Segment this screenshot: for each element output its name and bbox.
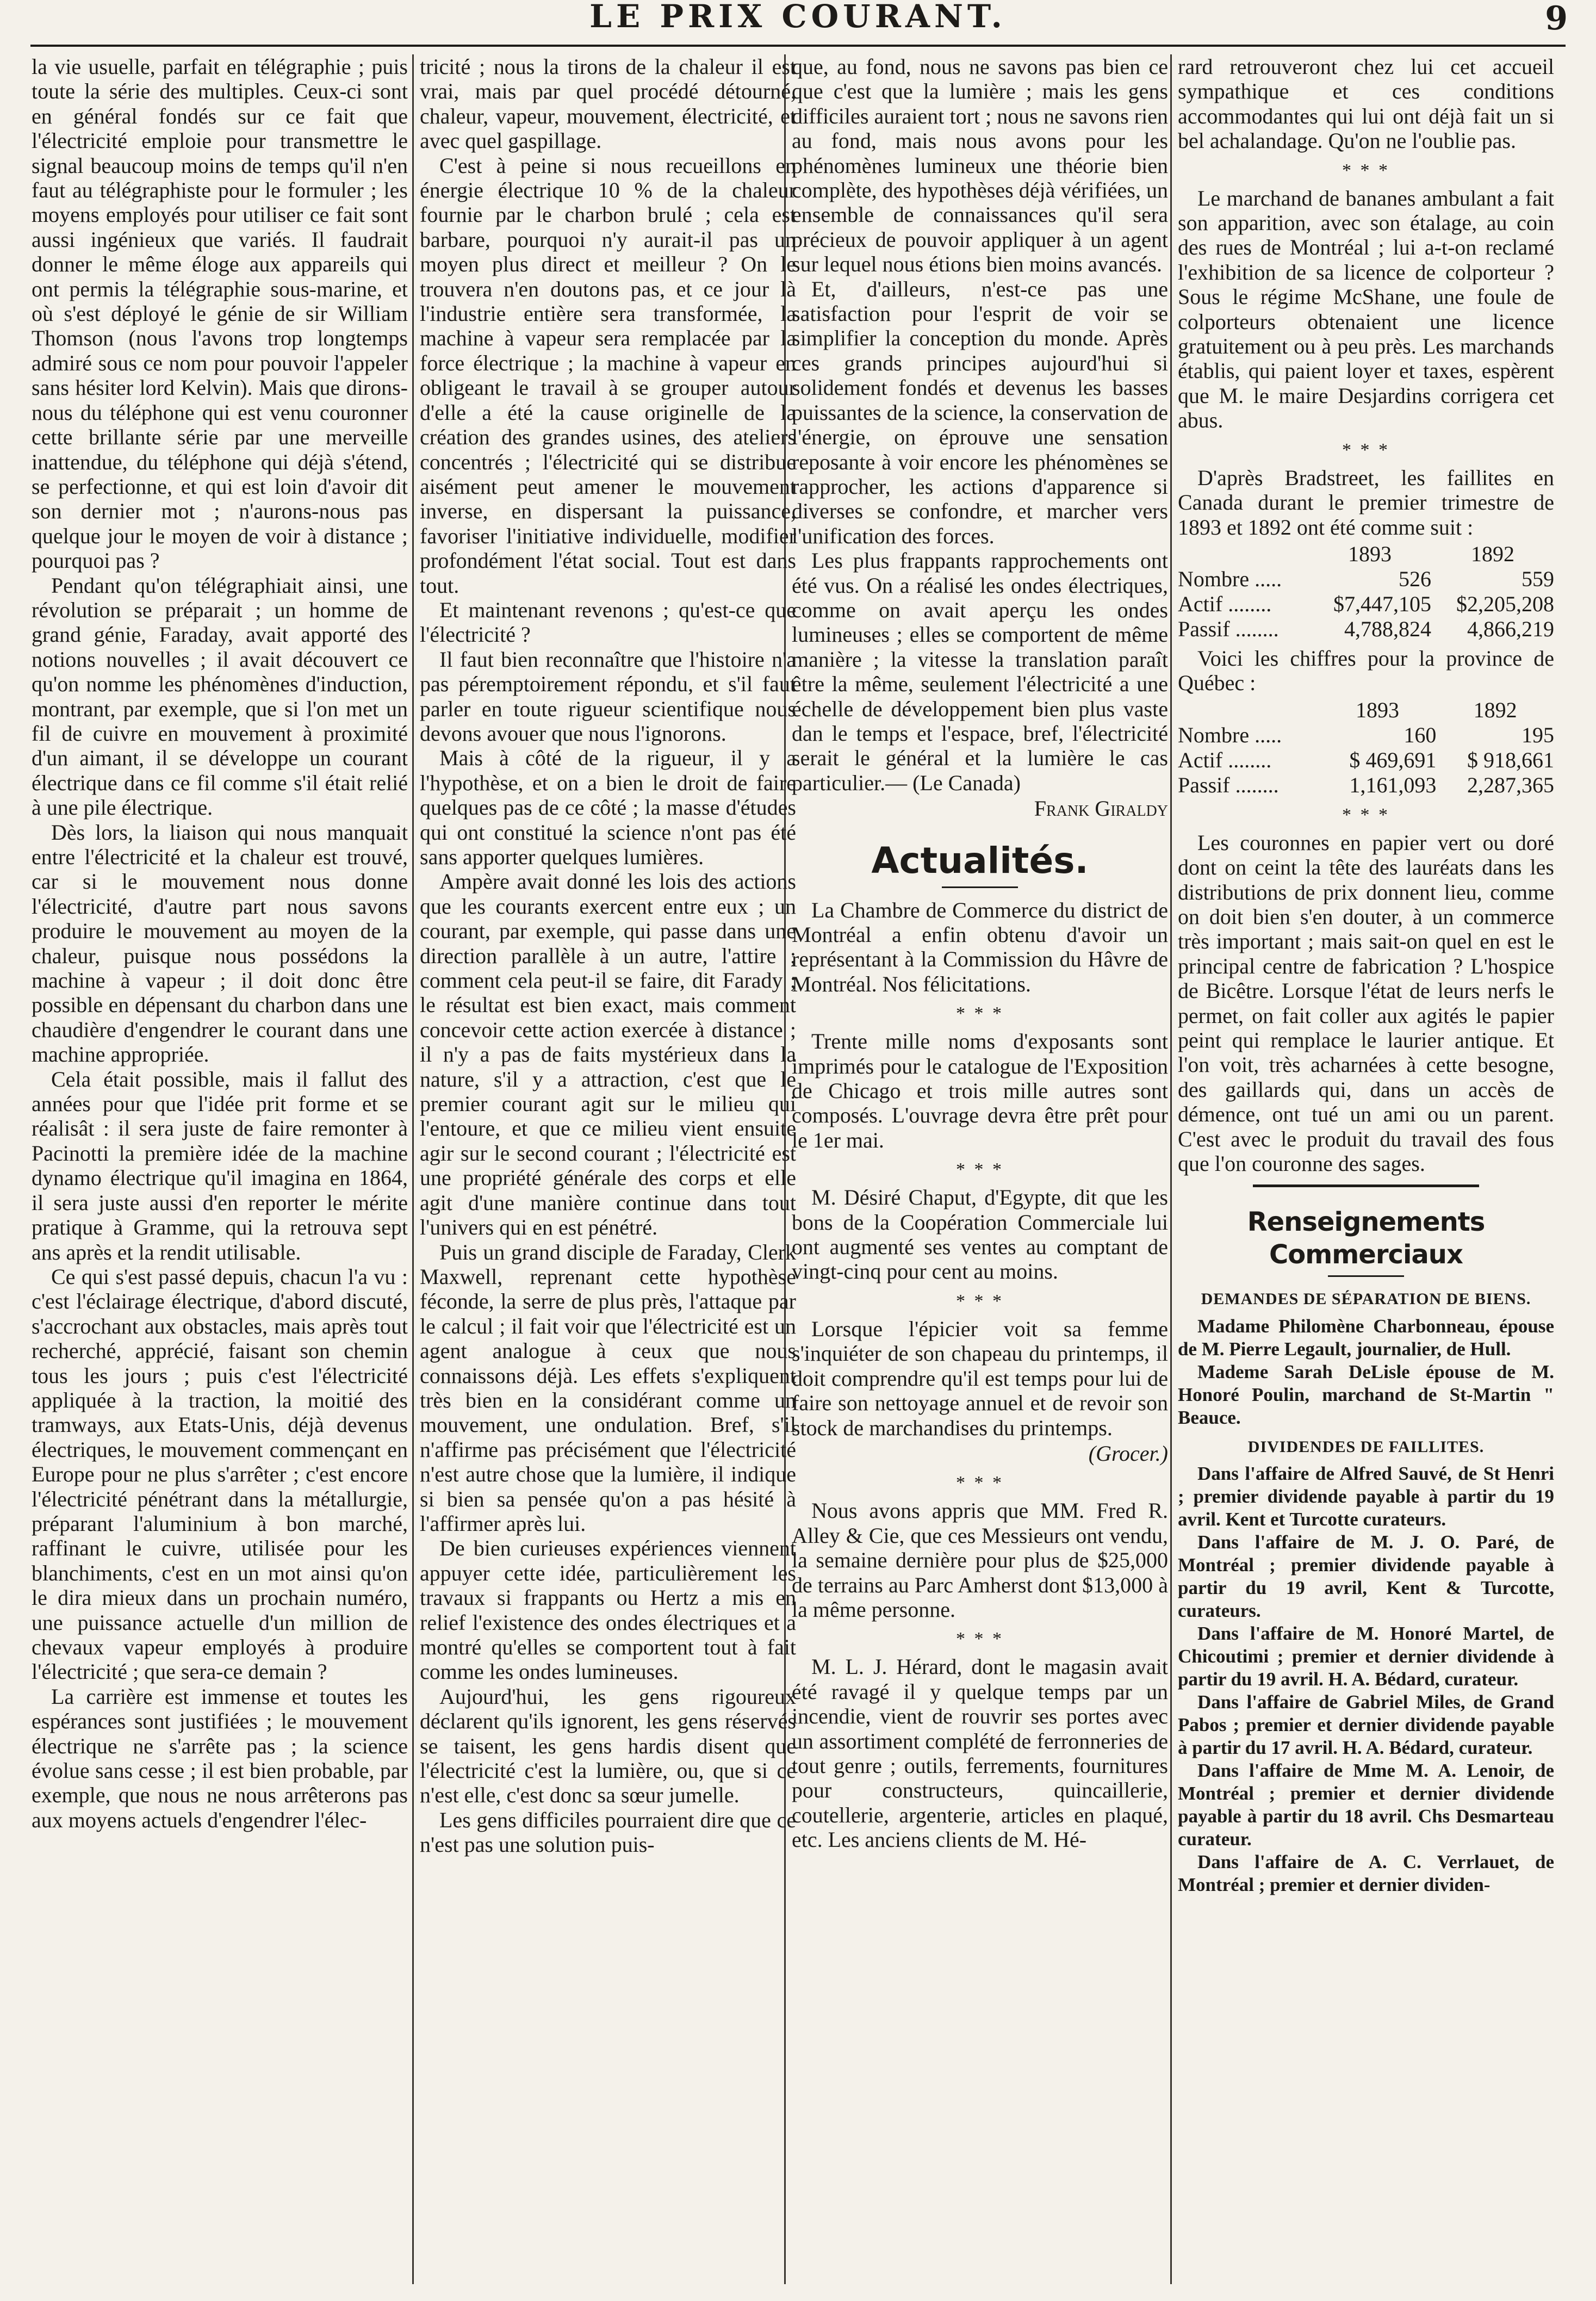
notice-item: Dans l'affaire de Alfred Sauvé, de St Henri ; premier dividende payable à partir du 19 avril. Kent et Turcotte curateurs. xyxy=(1178,1463,1554,1530)
year-header: 1893 xyxy=(1347,541,1392,566)
article-paragraph: que, au fond, nous ne savons pas bien ce que c'est que la lumière ; mais les gens difficiles auraient tort ; nous ne savons rien au fond, mais nous avons pour les phénomènes lumineux une théorie bien complète, des hypothèses déjà vérifiées, un ensemble de connaissances qu'il sera précieux de pouvoir appliquer à un agent sur lequel nous étions bien moins avancés. xyxy=(792,54,1168,277)
article-paragraph: la vie usuelle, parfait en télégraphie ; puis toute la série des multiples. Ceux-ci sont en général fondés sur ce fait que l'électricité emploie pour transmettre le signal beaucoup moins de temps qu'il n'en faut au télégraphiste pour le formuler ; les moyens employés pour utiliser ce fait sont aussi ingénieux que variés. Il faudrait donner le même éloge aux appareils qui ont permis la télégraphie sous-marine, et où s'est déployé le génie de sir William Thomson (nous l'avons trop longtemps admiré sous ce nom pour pouvoir l'appeler sans hésiter lord Kelvin). Mais que dirons-nous du téléphone qui est venu couronner cette brillante série par une merveille inattendue, du téléphone qui déjà s'étend, se perfectionne, et qui est loin d'avoir dit son dernier mot ; n'aurons-nous pas quelque jour le moyen de voir à distance ; pourquoi pas ? xyxy=(32,54,408,573)
cell-1892: 2,287,365 xyxy=(1467,772,1554,797)
masthead xyxy=(0,0,1596,52)
dividendes-heading: DIVIDENDES DE FAILLITES. xyxy=(1247,1437,1485,1456)
news-item: Trente mille noms d'exposants sont imprimés pour le catalogue de l'Exposition de Chicago et trois mille autres sont composés. L'ouvrage devra être prêt pour le 1er mai. xyxy=(792,1029,1168,1152)
separator-asterism: * * * xyxy=(956,1159,1004,1180)
cell-1892: 195 xyxy=(1522,722,1554,747)
canada-failures-table xyxy=(1178,542,1554,642)
separation-heading: DEMANDES DE SÉPARATION DE BIENS. xyxy=(1201,1290,1531,1308)
article-paragraph: Dès lors, la liaison qui nous manquait entre l'électricité et la chaleur est trouvé, car si le mouvement nous donne l'électricité, d'autre part nous savons produire le mouvement au moyen de la chaleur, puisque nous possédons la machine à vapeur ; il doit donc être possible en dépensant du charbon dans une chaudière d'engendrer le courant dans une machine appropriée. xyxy=(32,820,408,1067)
row-label: Nombre ..... xyxy=(1178,722,1282,747)
separator-asterism: * * * xyxy=(1342,160,1390,181)
news-item: Lorsque l'épicier voit sa femme s'inquiéter de son chapeau du printemps, il doit comprendre qu'il est temps pour lui de faire son nettoyage annuel et de revoir son stock de marchandises du printemps. xyxy=(792,1316,1168,1440)
actualites-title: Actualités. xyxy=(871,839,1089,882)
table-row xyxy=(1178,748,1554,773)
cell-1893: 1,161,093 xyxy=(1349,772,1437,797)
notice-item: Dans l'affaire de A. C. Verrlauet, de Montréal ; premier et dernier dividen- xyxy=(1178,1851,1554,1896)
notice-item: Mademe Sarah DeLisle épouse de M. Honoré Poulin, marchand de St-Martin " Beauce. xyxy=(1178,1361,1554,1428)
article-paragraph: Et, d'ailleurs, n'est-ce pas une satisfaction pour l'esprit de voir se simplifier la conception du monde. Après ces grands principes aujourd'hui si solidement fondés et devenus les basses puissantes de la science, la conservation de l'énergie, on éprouve une sensation reposante à voir encore les phénomènes se rapprocher, les actions d'apparence si diverses se confondre, et marcher vers l'unification des forces. xyxy=(792,276,1168,548)
quebec-failures-table xyxy=(1178,698,1554,798)
table-row xyxy=(1178,617,1554,642)
separator-asterism: * * * xyxy=(956,1629,1004,1649)
article-paragraph: Aujourd'hui, les gens rigoureux déclarent qu'ils ignorent, les gens réservés se taisent, les gens hardis disent que l'électricité c'est la lumière, ou, que si ce n'est elle, c'est donc sa sœur jumelle. xyxy=(420,1684,796,1808)
source-credit: (Grocer.) xyxy=(1088,1441,1168,1466)
row-label: Passif ........ xyxy=(1178,616,1279,641)
separator-asterism: * * * xyxy=(956,1473,1004,1493)
cell-1893: 160 xyxy=(1404,722,1437,747)
row-label: Nombre ..... xyxy=(1178,566,1282,591)
year-header: 1892 xyxy=(1473,697,1517,722)
cell-1893: 526 xyxy=(1398,566,1431,591)
column-divider xyxy=(1170,54,1172,2284)
news-item: M. L. J. Hérard, dont le magasin avait été ravagé il y quelque temps par un incendie, vient de rouvrir ses portes avec un assortiment complété de ferronneries de tout genre ; outils, ferrements, fournitures pour constructeurs, quincaillerie, coutellerie, argenterie, articles en plaqué, etc. Les anciens clients de M. Hé- xyxy=(792,1654,1168,1852)
section-rule xyxy=(1253,1184,1479,1187)
news-item: rard retrouveront chez lui cet accueil sympathique et ces conditions accommodantes qui lui ont déjà fait un si bel achalandage. Qu'on ne l'oublie pas. xyxy=(1178,54,1554,153)
notice-item: Dans l'affaire de Gabriel Miles, de Grand Pabos ; premier et dernier dividende payable à partir du 17 avril. H. A. Bédard, curateur. xyxy=(1178,1691,1554,1759)
article-paragraph: De bien curieuses expériences viennent appuyer cette idée, particulièrement les travaux si frappants ou Hertz a mis en relief l'existence des ondes électriques et a montré qu'elles se comportent tout à fait comme les ondes lumineuses. xyxy=(420,1536,796,1684)
cell-1892: 4,866,219 xyxy=(1467,616,1554,641)
article-paragraph: Ce qui s'est passé depuis, chacun l'a vu : c'est l'éclairage électrique, d'abord discuté, s'accrochant aux obstacles, mais après tout recherché, apprécié, faisant son chemin tous les jours ; puis c'est l'électricité appliquée à la traction, la moitié des tramways, aux Etats-Unis, déjà devenus électriques, le mouvement commençant en Europe pour ne plus s'arrêter ; c'est encore l'électricité pénétrant dans la métallurgie, préparant l'aluminium à bon marché, raffinant le cuivre, utilisée pour les blanchiments, c'est en un mot ainsi qu'on le dira mieux dans un prochain numéro, une puissance actuelle d'un million de chevaux vapeur employés à produire l'électricité ; que sera-ce demain ? xyxy=(32,1264,408,1684)
row-label: Actif ........ xyxy=(1178,747,1272,772)
column-3 xyxy=(792,54,1168,2284)
article-paragraph: tricité ; nous la tirons de la chaleur il est vrai, mais par quel procédé détourné, chaleur, vapeur, mouvement, électricité, et avec quel gaspillage. xyxy=(420,54,796,153)
notice-item: Madame Philomène Charbonneau, épouse de M. Pierre Legault, journalier, de Hull. xyxy=(1178,1315,1554,1360)
article-paragraph: La carrière est immense et toutes les espérances sont justifiées ; le mouvement électrique ne s'arrête pas ; la science évolue sans cesse ; il est bien probable, par exemple, que nous ne nous arrêterons pas aux moyens actuels d'engendrer l'élec- xyxy=(32,1684,408,1832)
table-row xyxy=(1178,592,1554,617)
news-item: Nous avons appris que MM. Fred R. Alley & Cie, que ces Messieurs ont vendu, la semaine dernière pour plus de $25,000 de terrains au Parc Amherst dont $13,000 à la même personne. xyxy=(792,1498,1168,1622)
row-label: Passif ........ xyxy=(1178,772,1279,797)
article-paragraph: Mais à côté de la rigueur, il y a l'hypothèse, et on a bien le droit de faire quelques pas de ce côté ; la masse d'études qui ont constitué la science n'ont pas été sans apporter quelques lumières. xyxy=(420,746,796,869)
separator-asterism: * * * xyxy=(956,1003,1004,1024)
year-header: 1893 xyxy=(1356,697,1400,722)
separator-asterism: * * * xyxy=(956,1291,1004,1311)
page-number: 9 xyxy=(1545,0,1568,38)
table-row xyxy=(1178,567,1554,592)
renseignements-title: Renseignements Commerciaux xyxy=(1247,1207,1485,1270)
author-signature: Frank Giraldy xyxy=(1034,796,1168,821)
article-paragraph: Les gens difficiles pourraient dire que ce n'est pas une solution puis- xyxy=(420,1807,796,1857)
news-item: La Chambre de Commerce du district de Montréal a enfin obtenu d'avoir un représentant à la Commission du Hâvre de Montréal. Nos félicitations. xyxy=(792,897,1168,996)
article-paragraph: Les plus frappants rapprochements ont été vus. On a réalisé les ondes électriques, comme on avait aperçu les ondes lumineuses ; elles se comportent de même manière ; la vitesse la translation paraît être la même, seulement l'électricité a une échelle de développement bien plus vaste dan le temps et l'espace, bref, l'électricité serait le général et la lumière le cas particulier.— (Le Canada) xyxy=(792,548,1168,795)
table-row xyxy=(1178,723,1554,748)
table-row xyxy=(1178,773,1554,798)
notice-item: Dans l'affaire de M. J. O. Paré, de Montréal ; premier dividende payable à partir du 19 avril, Kent & Turcotte, curateurs. xyxy=(1178,1531,1554,1622)
article-paragraph: Cela était possible, mais il fallut des années pour que l'idée prit forme et se réalisât : il sera juste de faire remonter à Pacinotti la première idée de la machine dynamo électrique qu'il imagina en 1864, il sera juste aussi d'en reporter le mérite pratique à Gramme, qui la retrouva sept ans après et la rendit utilisable. xyxy=(32,1066,408,1264)
column-divider xyxy=(412,54,414,2284)
article-paragraph: Puis un grand disciple de Faraday, Clerk Maxwell, reprenant cette hypothèse féconde, la serre de plus près, l'attaque par le calcul ; il fait voir que l'électricité est un agent analogue à ceux que nous connaissons déjà. Les effets s'expliquent très bien en la considérant comme un mouvement, une ondulation. Bref, s'il n'affirme pas précisément que l'électricité n'est autre chose que la lumière, il indique si bien sa pensée qu'on a pas hésité à l'affirmer après lui. xyxy=(420,1239,796,1536)
cell-1893: 4,788,824 xyxy=(1344,616,1431,641)
column-1 xyxy=(32,54,408,2284)
column-2 xyxy=(420,54,796,2284)
news-item: D'après Bradstreet, les faillites en Canada durant le premier trimestre de 1893 et 1892 ont été comme suit : xyxy=(1178,465,1554,539)
news-item: M. Désiré Chaput, d'Egypte, dit que les bons de la Coopération Commerciale lui ont augmenté ses ventes au comptant de vingt-cinq pour cent au moins. xyxy=(792,1185,1168,1284)
column-4 xyxy=(1178,54,1554,2284)
notice-item: Dans l'affaire de M. Honoré Martel, de Chicoutimi ; premier et dernier dividende à partir du 19 avril. H. A. Bédard, curateur. xyxy=(1178,1623,1554,1690)
article-paragraph: Pendant qu'on télégraphiait ainsi, une révolution se préparait ; un homme de grand génie, Faraday, avait apporté des notions nouvelles ; il avait découvert ce qu'on nomme les phénomènes d'induction, montrant, par exemple, que si l'on met un fil de cuivre en mouvement à proximité d'un aimant, il se développe un courant électrique dans ce fil comme s'il était relié à une pile électrique. xyxy=(32,573,408,820)
news-item: Les couronnes en papier vert ou doré dont on ceint la tête des lauréats dans les distributions de prix donnent lieu, comme on doit bien s'en douter, à un commerce très important ; mais sait-on quel en est le principal centre de fabrication ? L'hospice de Bicêtre. Lorsque l'état de leurs nerfs le permet, on fait coller aux agités le papier peint qui remplace le laurier antique. Et l'on voit, très acharnées à cette besogne, des gaillards qui, dans un accès de démence, ont tué un ami ou un parent. C'est avec le produit du travail des fous que l'on couronne des sages. xyxy=(1178,830,1554,1176)
news-item: Voici les chiffres pour la province de Québec : xyxy=(1178,646,1554,696)
news-item: Le marchand de bananes ambulant a fait son apparition, avec son étalage, au coin des rues de Montréal ; lui a-t-on reclamé l'exhibition de sa licence de colporteur ? Sous le régime McShane, une foule de colporteurs obtenaient une licence gratuitement ou à peu près. Les marchands établis, qui paient loyer et taxes, espèrent que M. le maire Desjardins corrigera cet abus. xyxy=(1178,185,1554,433)
header-rule xyxy=(30,45,1566,47)
separator-asterism: * * * xyxy=(1342,439,1390,460)
year-header: 1892 xyxy=(1470,541,1514,566)
cell-1892: 559 xyxy=(1522,566,1554,591)
separator-asterism: * * * xyxy=(1342,804,1390,825)
title-rule xyxy=(1328,1275,1404,1277)
cell-1892: $ 918,661 xyxy=(1467,747,1554,772)
article-paragraph: C'est à peine si nous recueillons en énergie électrique 10 % de la chaleur fournie par le charbon brulé ; cela est barbare, pourquoi n'y aurait-il pas un moyen plus direct et meilleur ? On le trouvera n'en doutons pas, et ce jour là l'industrie entière sera transformée, la machine à vapeur sera remplacée par la force électrique ; la machine à vapeur en obligeant le travail à se grouper autour d'elle a été la cause originelle de la création des grandes usines, des ateliers concentrés ; l'électricité qui se distribue aisément peut amener le mouvement inverse, en dispersant la puissance, favoriser l'initiative individuelle, modifier profondément l'état social. Tout est dans tout. xyxy=(420,153,796,598)
masthead-title: LE PRIX COURANT. xyxy=(589,0,1007,35)
row-label: Actif ........ xyxy=(1178,591,1272,616)
cell-1892: $2,205,208 xyxy=(1456,591,1554,616)
article-paragraph: Et maintenant revenons ; qu'est-ce que l'électricité ? xyxy=(420,597,796,647)
article-paragraph: Il faut bien reconnaître que l'histoire n'a pas péremptoirement répondu, et s'il faut parler en toute rigueur scientifique nous devons avouer que nous l'ignorons. xyxy=(420,647,796,746)
cell-1893: $ 469,691 xyxy=(1349,747,1437,772)
title-rule xyxy=(942,886,1018,888)
notice-item: Dans l'affaire de Mme M. A. Lenoir, de Montréal ; premier et dernier dividende payable à partir du 18 avril. Chs Desmarteau curateur. xyxy=(1178,1760,1554,1850)
article-paragraph: Ampère avait donné les lois des actions que les courants exercent entre eux ; un courant, par exemple, qui passe dans une direction parallèle à un autre, l'attire ; comment cela peut-il se faire, dit Farady ; le résultat est bien exact, mais comment concevoir cette action exercée à distance ; il n'y a pas de faits mystérieux dans la nature, s'il y a attraction, c'est que le premier courant agit sur le milieu qui l'entoure, et que ce milieu vient ensuite agir sur le second courant ; l'électricité est une propriété générale des corps et elle agit d'une manière continue dans tout l'univers qui en est pénétré. xyxy=(420,869,796,1240)
cell-1893: $7,447,105 xyxy=(1333,591,1431,616)
